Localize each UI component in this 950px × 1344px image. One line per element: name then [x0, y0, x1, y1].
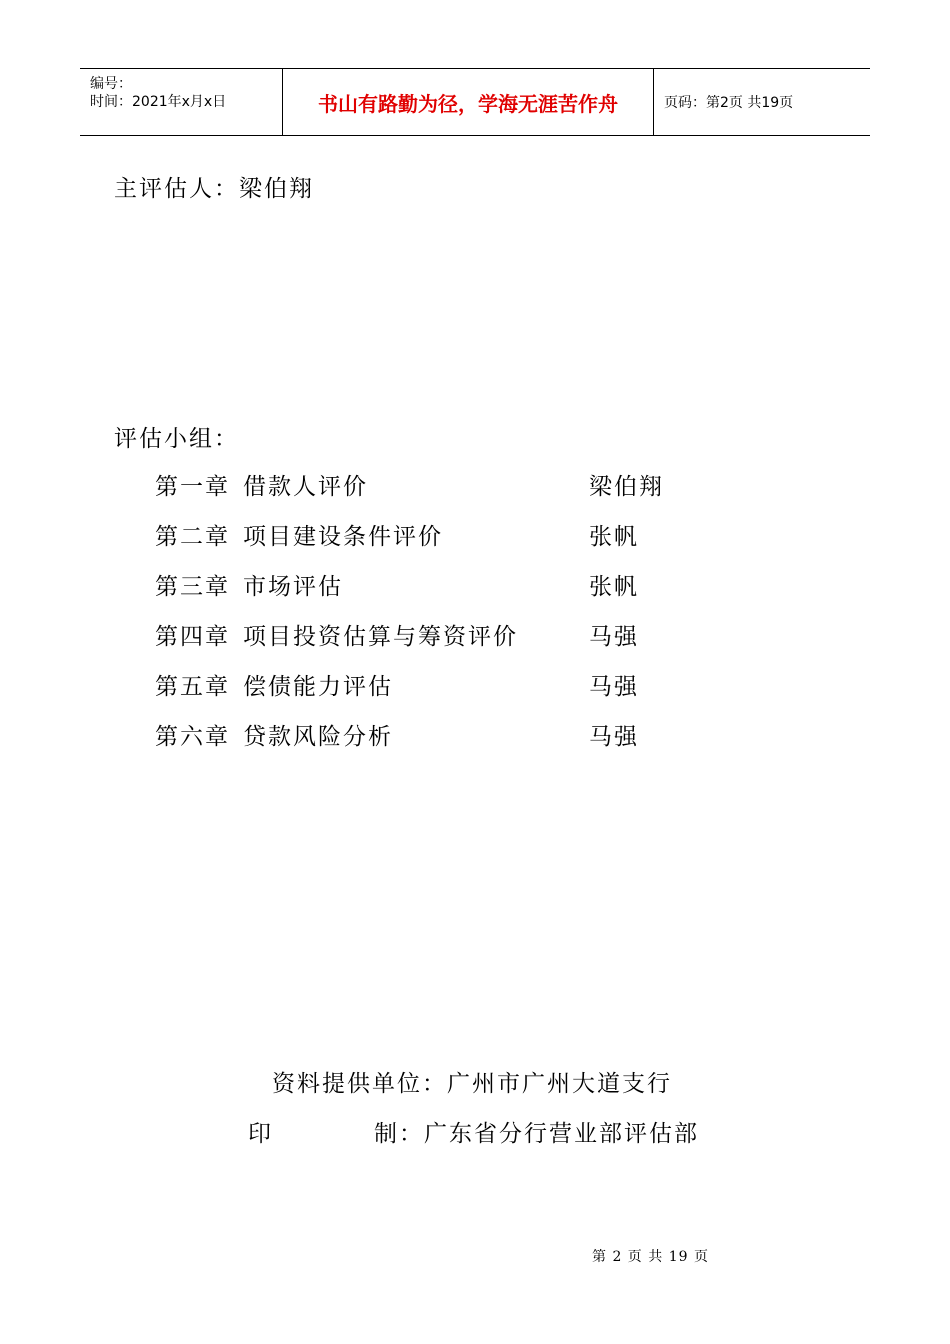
print-label: 印	[248, 1121, 273, 1147]
chapter-number: 第三章	[155, 574, 230, 600]
chapter-number: 第一章	[155, 474, 230, 500]
chapter-person: 张帆	[589, 574, 639, 600]
chief-reviewer: 主评估人：梁伯翔	[114, 176, 314, 202]
chapter-title: 项目投资估算与筹资评价	[243, 624, 518, 650]
chapter-row	[155, 718, 715, 750]
chapter-number: 第六章	[155, 724, 230, 750]
chapter-person: 马强	[589, 724, 639, 750]
chapter-person: 马强	[589, 674, 639, 700]
header-page-cell	[654, 69, 870, 135]
chapter-row	[155, 468, 715, 500]
chapter-person: 梁伯翔	[589, 474, 664, 500]
header-page-code: 页码：第2页 共19页	[664, 95, 794, 111]
print-value: 制：广东省分行营业部评估部	[374, 1121, 699, 1147]
page-footer: 第 2 页 共 19 页	[592, 1249, 709, 1265]
chapter-number: 第五章	[155, 674, 230, 700]
chapter-number: 第二章	[155, 524, 230, 550]
chapter-person: 马强	[589, 624, 639, 650]
data-provider: 资料提供单位：广州市广州大道支行	[272, 1071, 672, 1097]
chapter-number: 第四章	[155, 624, 230, 650]
chapter-person: 张帆	[589, 524, 639, 550]
review-group-title: 评估小组：	[114, 426, 239, 452]
header-motto: 书山有路勤为径，学海无涯苦作舟	[318, 91, 618, 116]
chapter-row	[155, 568, 715, 600]
chapter-title: 借款人评价	[243, 474, 368, 500]
chapter-row	[155, 518, 715, 550]
chapter-title: 市场评估	[243, 574, 343, 600]
document-time-label: 时间：2021年x月x日	[90, 94, 227, 110]
chapter-title: 贷款风险分析	[243, 724, 393, 750]
header-motto-cell	[282, 69, 654, 135]
document-number-label: 编号：	[90, 76, 132, 92]
chapter-row	[155, 618, 715, 650]
chapter-title: 偿债能力评估	[243, 674, 393, 700]
header-info-cell	[80, 69, 282, 135]
chapter-title: 项目建设条件评价	[243, 524, 443, 550]
chapter-row	[155, 668, 715, 700]
page-header	[80, 68, 870, 136]
